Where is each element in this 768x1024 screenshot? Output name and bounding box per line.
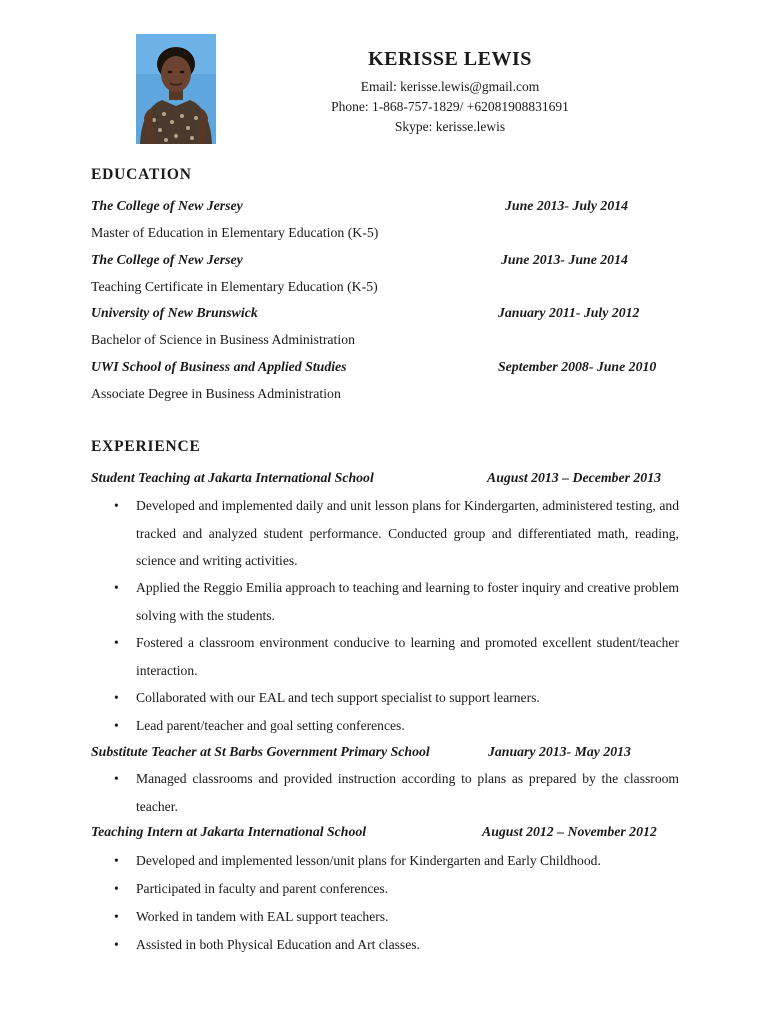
date-range: June 2013- July 2014	[505, 198, 629, 213]
job-role: Student Teaching at Jakarta International School	[91, 470, 374, 485]
job-bullet: • Fostered a classroom environment conducive to learning and promoted excellent student/teacher interaction.	[136, 629, 679, 684]
institution: UWI School of Business and Applied Studies	[91, 359, 347, 374]
degree: Associate Degree in Business Administration	[91, 386, 341, 401]
candidate-name: KERISSE LEWIS	[368, 48, 532, 70]
job-entry	[91, 742, 681, 762]
job-bullet: • Developed and implemented lesson/unit plans for Kindergarten and Early Childhood.	[136, 847, 679, 875]
job-bullet: • Participated in faculty and parent conferences.	[136, 875, 679, 903]
job-bullet: • Collaborated with our EAL and tech support specialist to support learners.	[136, 684, 679, 712]
date-range: June 2013- June 2014	[501, 252, 628, 267]
job-role: Substitute Teacher at St Barbs Government Primary School	[91, 744, 430, 759]
job-bullet: • Lead parent/teacher and goal setting conferences.	[136, 712, 679, 740]
education-entry	[91, 250, 681, 270]
skype-line: Skype: kerisse.lewis	[394, 119, 506, 134]
degree: Teaching Certificate in Elementary Education (K-5)	[91, 279, 378, 294]
job-bullet: • Worked in tandem with EAL support teachers.	[136, 903, 679, 931]
date-range: August 2013 – December 2013	[487, 470, 661, 485]
education-heading: EDUCATION	[91, 166, 192, 183]
experience-heading: EXPERIENCE	[91, 438, 201, 455]
date-range: January 2011- July 2012	[498, 305, 640, 320]
job-bullet: • Assisted in both Physical Education and Art classes.	[136, 931, 679, 959]
job-entry	[91, 468, 681, 488]
job-role: Teaching Intern at Jakarta International School	[91, 824, 367, 839]
education-entry	[91, 196, 681, 216]
degree: Bachelor of Science in Business Administration	[91, 332, 356, 347]
email-line: Email: kerisse.lewis@gmail.com	[360, 79, 540, 94]
job-bullet: • Managed classrooms and provided instruction according to plans as prepared by the classroom teacher.	[136, 765, 679, 820]
job-bullet: • Developed and implemented daily and unit lesson plans for Kindergarten, administered testing, and tracked and analyzed student performance. Conducted group and differentiated math, reading, science and writing activities.	[136, 492, 679, 575]
degree: Master of Education in Elementary Education (K-5)	[91, 225, 379, 240]
institution: The College of New Jersey	[91, 252, 243, 267]
job-entry	[91, 822, 681, 842]
job-bullet: • Applied the Reggio Emilia approach to teaching and learning to foster inquiry and creative problem solving with the students.	[136, 574, 679, 629]
portrait-icon	[136, 34, 216, 144]
date-range: August 2012 – November 2012	[482, 824, 657, 839]
institution: University of New Brunswick	[91, 305, 258, 320]
date-range: September 2008- June 2010	[498, 359, 657, 374]
date-range: January 2013- May 2013	[488, 744, 631, 759]
profile-photo	[136, 34, 216, 144]
phone-line: Phone: 1-868-757-1829/ +62081908831691	[331, 99, 569, 114]
institution: The College of New Jersey	[91, 198, 243, 213]
education-entry	[91, 357, 681, 377]
education-entry	[91, 303, 681, 323]
